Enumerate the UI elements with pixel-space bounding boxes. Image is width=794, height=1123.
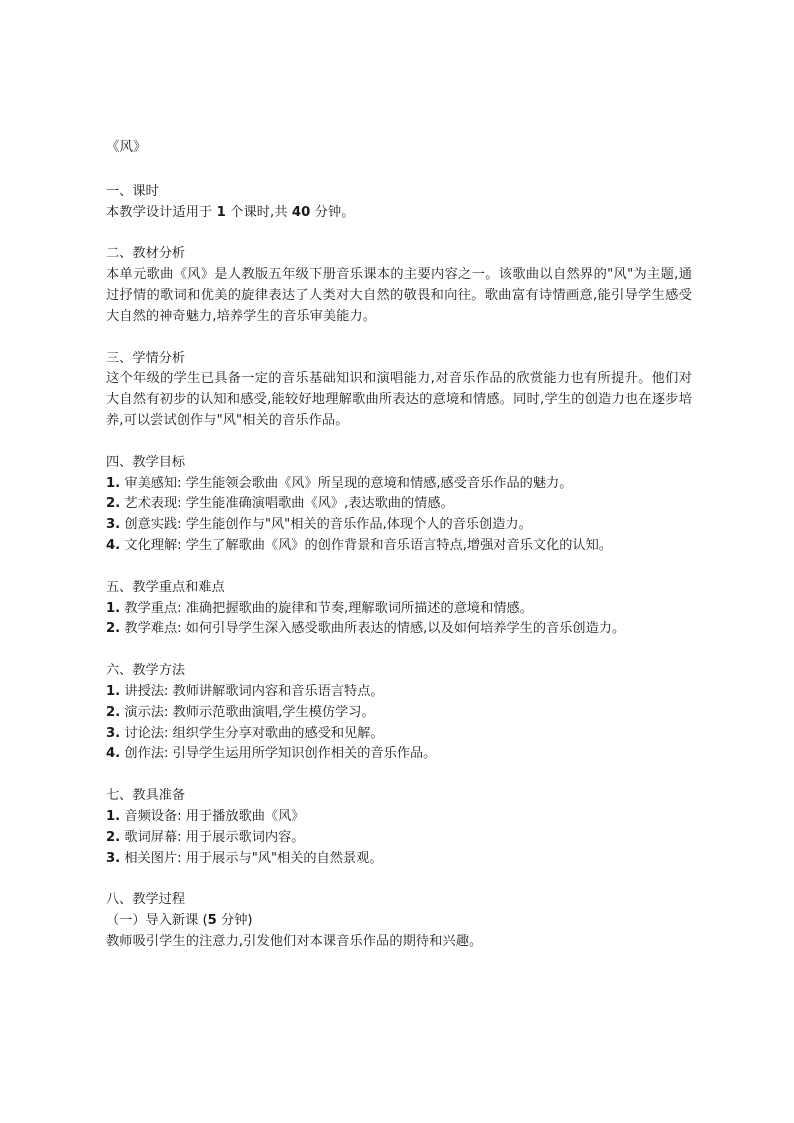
sub-heading <box>106 911 692 932</box>
section-heading: 二、教材分析 <box>106 246 186 262</box>
section-teaching-methods <box>106 661 692 765</box>
text-run: 本教学设计适用于 <box>106 204 217 220</box>
section-key-points <box>106 578 692 640</box>
section-heading: 七、教具准备 <box>106 788 186 804</box>
section-paragraph <box>106 203 692 224</box>
list-number: 1. <box>106 475 121 491</box>
list-text: 歌词屏幕: 用于展示歌词内容。 <box>124 829 305 845</box>
list-item <box>106 724 692 745</box>
list-number: 2. <box>106 621 121 637</box>
section-teaching-process <box>106 890 692 952</box>
list-text: 音频设备: 用于播放歌曲《风》 <box>124 808 305 824</box>
text-run: 分钟。 <box>310 204 355 220</box>
list-text: 文化理解: 学生了解歌曲《风》的创作背景和音乐语言特点,增强对音乐文化的认知。 <box>124 537 612 553</box>
list-number: 1. <box>106 808 121 824</box>
minutes-count: 40 <box>291 204 311 220</box>
section-paragraph: 本单元歌曲《风》是人教版五年级下册音乐课本的主要内容之一。该歌曲以自然界的"风"为主题,通过抒情的歌词和优美的旋律表达了人类对大自然的敬畏和向往。歌曲富有诗情画意,能引导学生感受大自然的神奇魅力,培养学生的音乐审美能力。 <box>106 267 692 324</box>
section-class-hours <box>106 182 692 224</box>
text-run: （一）导入新课 ( <box>106 913 208 929</box>
list-number: 1. <box>106 600 121 616</box>
list-text: 创作法: 引导学生运用所学知识创作相关的音乐作品。 <box>124 746 437 762</box>
list-number: 4. <box>106 746 121 762</box>
goals-list <box>106 474 692 557</box>
list-text: 艺术表现: 学生能准确演唱歌曲《风》,表达歌曲的情感。 <box>124 496 454 512</box>
minutes-count: 5 <box>207 913 217 929</box>
list-item <box>106 807 692 828</box>
list-number: 3. <box>106 850 121 866</box>
list-item <box>106 474 692 495</box>
document-title: 《风》 <box>106 139 147 155</box>
list-text: 审美感知: 学生能领会歌曲《风》所呈现的意境和情感,感受音乐作品的魅力。 <box>124 475 573 491</box>
list-item <box>106 536 692 557</box>
list-item <box>106 494 692 515</box>
section-heading: 八、教学过程 <box>106 892 186 908</box>
section-teaching-goals <box>106 453 692 557</box>
list-number: 2. <box>106 496 121 512</box>
list-number: 2. <box>106 829 121 845</box>
list-text: 讨论法: 组织学生分享对歌曲的感受和见解。 <box>124 725 384 741</box>
list-item <box>106 744 692 765</box>
section-heading: 六、教学方法 <box>106 663 186 679</box>
key-points-list <box>106 599 692 641</box>
section-heading: 一、课时 <box>106 183 159 199</box>
list-number: 3. <box>106 725 121 741</box>
section-teaching-aids <box>106 786 692 869</box>
list-item <box>106 828 692 849</box>
list-item <box>106 515 692 536</box>
list-text: 创意实践: 学生能创作与"风"相关的音乐作品,体现个人的音乐创造力。 <box>124 517 532 533</box>
list-text: 演示法: 教师示范歌曲演唱,学生模仿学习。 <box>124 704 375 720</box>
list-text: 教学重点: 准确把握歌曲的旋律和节奏,理解歌词所描述的意境和情感。 <box>124 600 533 616</box>
section-paragraph: 教师吸引学生的注意力,引发他们对本课音乐作品的期待和兴趣。 <box>106 933 483 949</box>
section-student-analysis <box>106 349 692 432</box>
section-heading: 五、教学重点和难点 <box>106 579 225 595</box>
section-material-analysis <box>106 244 692 327</box>
text-run: 个课时,共 <box>225 204 292 220</box>
list-text: 相关图片: 用于展示与"风"相关的自然景观。 <box>124 850 383 866</box>
list-number: 4. <box>106 537 121 553</box>
list-number: 3. <box>106 517 121 533</box>
list-text: 教学难点: 如何引导学生深入感受歌曲所表达的情感,以及如何培养学生的音乐创造力。 <box>124 621 626 637</box>
section-paragraph: 这个年级的学生已具备一定的音乐基础知识和演唱能力,对音乐作品的欣赏能力也有所提升。他们对大自然有初步的认知和感受,能较好地理解歌曲所表达的意境和情感。同时,学生的创造力也在逐步培养,可以尝试创作与"风"相关的音乐作品。 <box>106 371 692 428</box>
list-item <box>106 849 692 870</box>
aids-list <box>106 807 692 869</box>
list-item <box>106 619 692 640</box>
section-heading: 三、学情分析 <box>106 350 186 366</box>
list-text: 讲授法: 教师讲解歌词内容和音乐语言特点。 <box>124 683 384 699</box>
text-run: 分钟) <box>216 913 253 929</box>
list-item <box>106 703 692 724</box>
list-number: 2. <box>106 704 121 720</box>
section-heading: 四、教学目标 <box>106 454 186 470</box>
list-number: 1. <box>106 683 121 699</box>
methods-list <box>106 682 692 765</box>
document-page <box>106 137 692 974</box>
class-count: 1 <box>216 204 226 220</box>
list-item <box>106 682 692 703</box>
list-item <box>106 599 692 620</box>
